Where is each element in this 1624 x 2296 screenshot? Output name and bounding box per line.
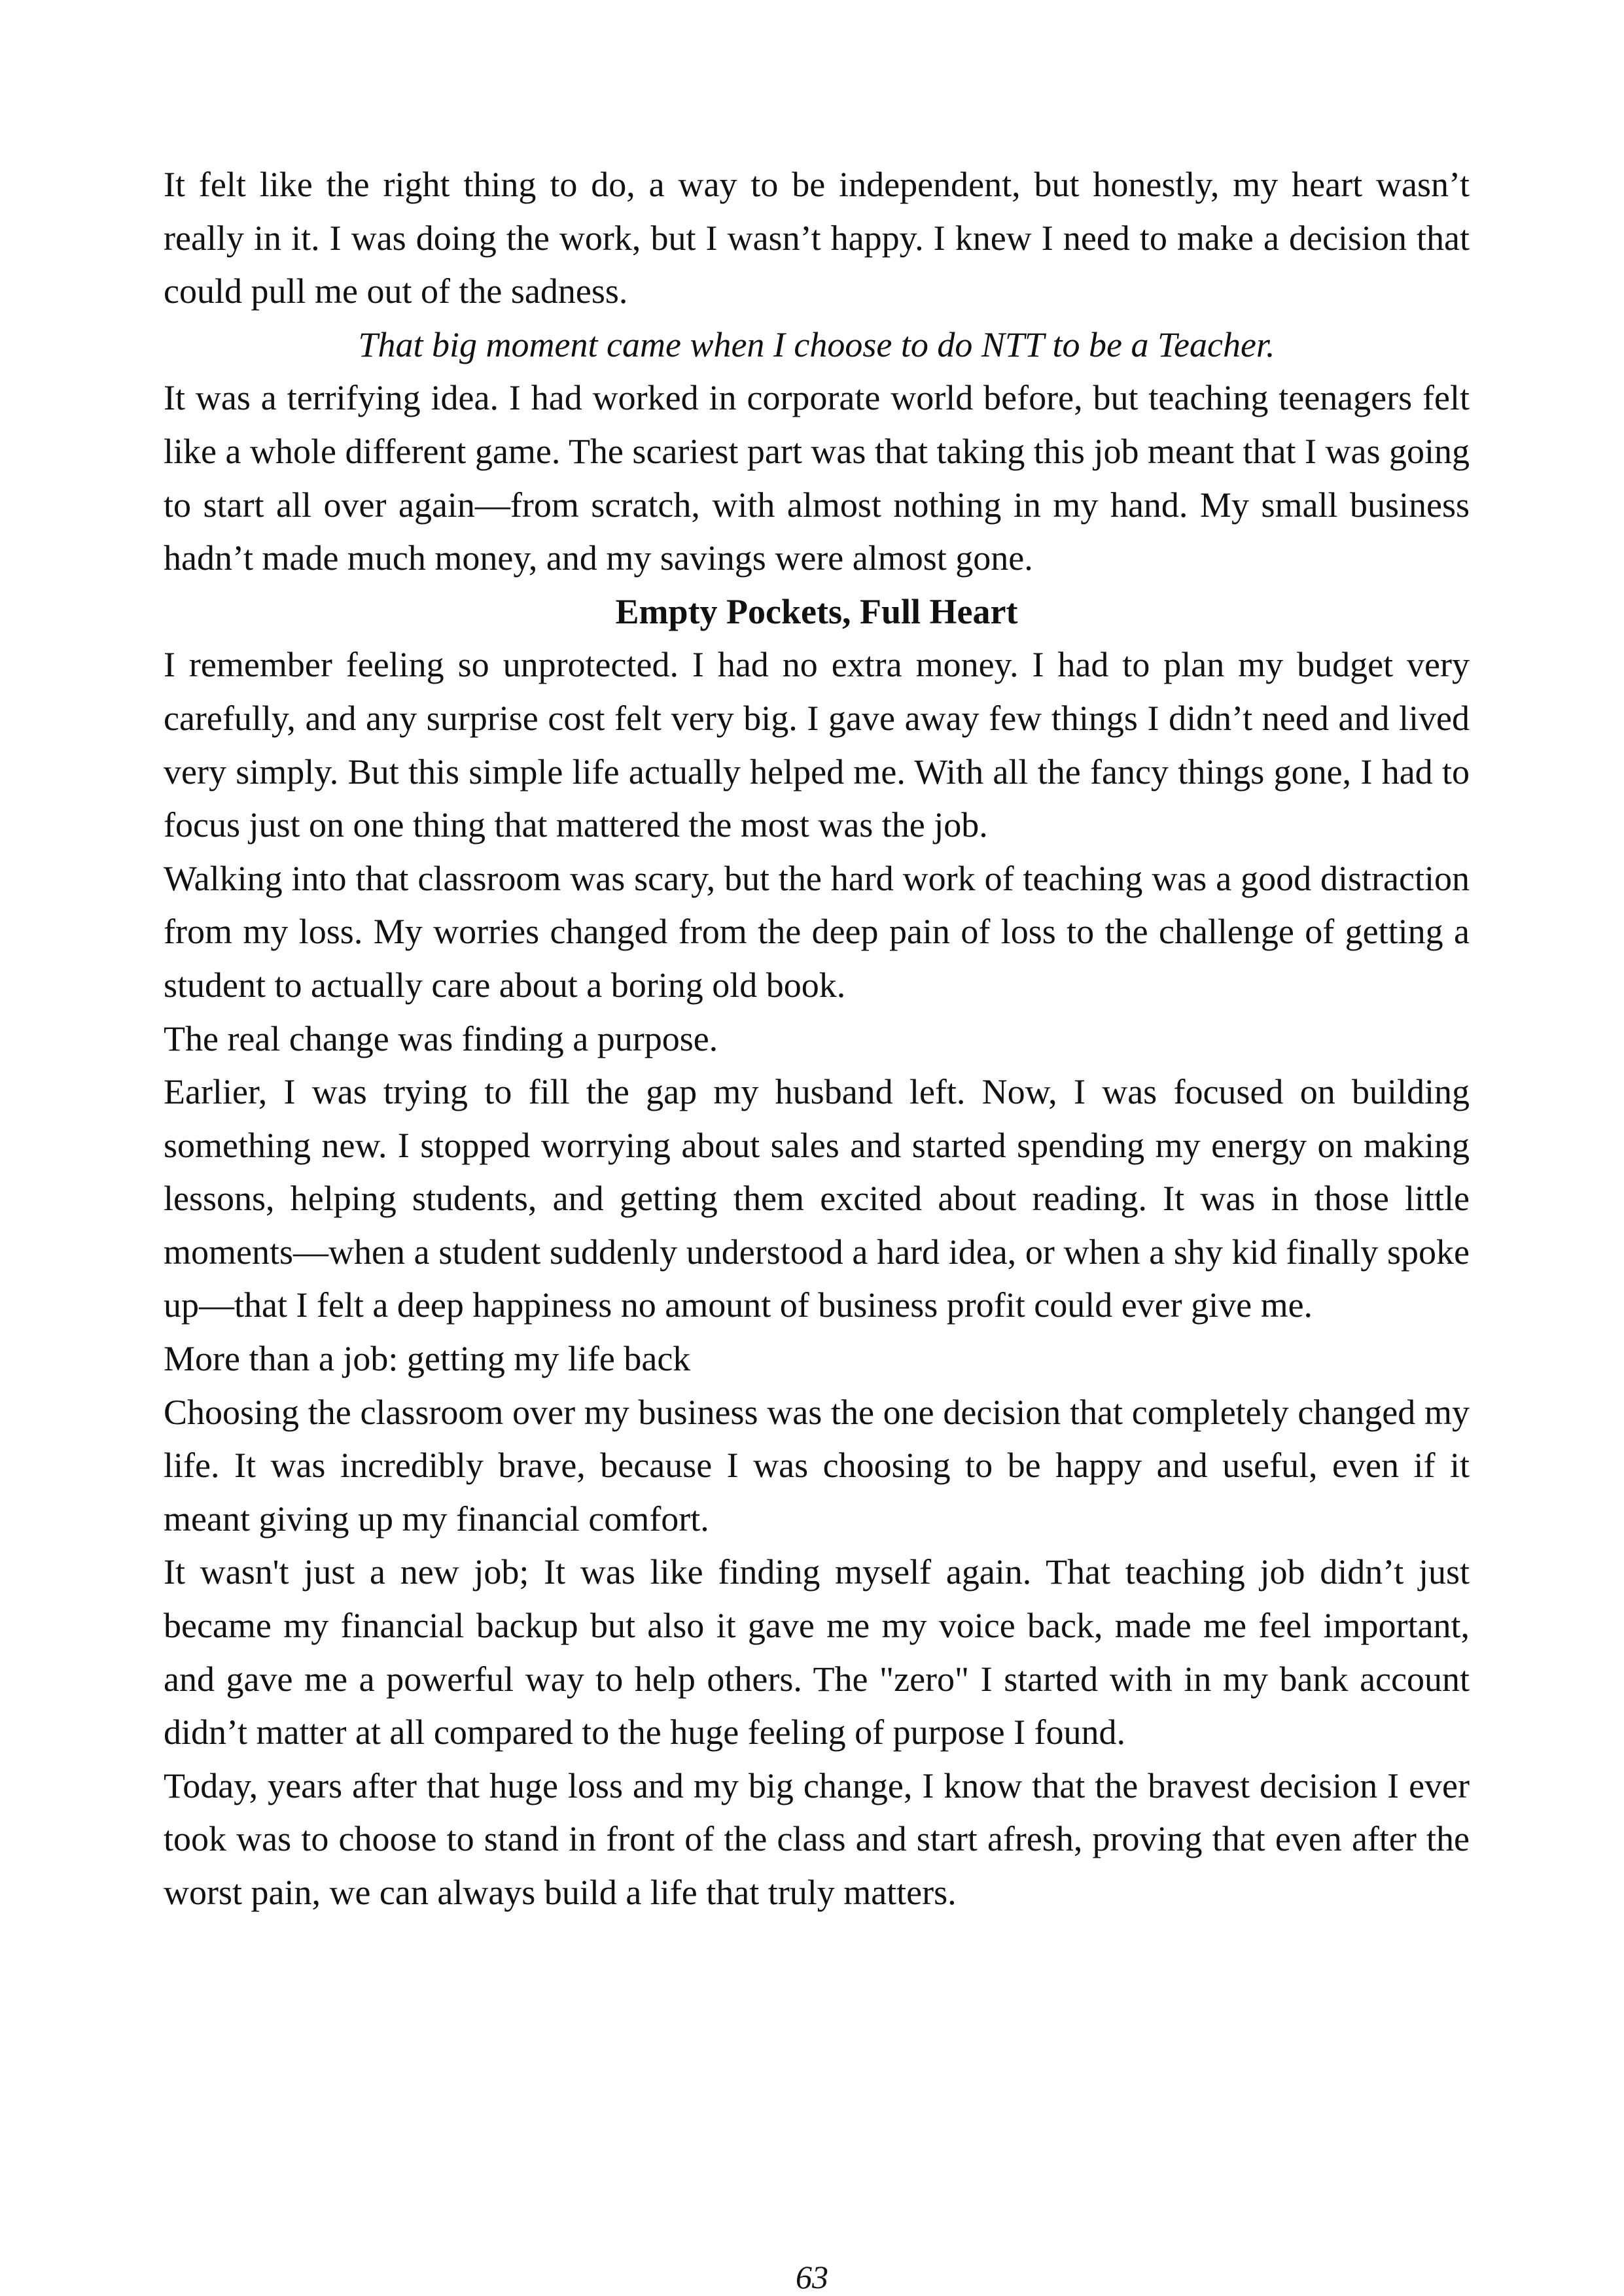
paragraph: It was a terrifying idea. I had worked in corporate world before, but teaching teenagers felt like a whole different game. The scariest part was that taking this job meant that I was going to start all over again—from scratch, with almost nothing in my hand. My small business hadn’t made much money, and my savings were almost gone.: [164, 378, 1470, 578]
paragraph: Today, years after that huge loss and my big change, I know that the bravest decision I ever took was to choose to stand in front of the class and start afresh, proving that even after the worst pain, we can always build a life that truly matters.: [164, 1765, 1470, 1912]
paragraph: It wasn't just a new job; It was like finding myself again. That teaching job didn’t just became my financial backup but also it gave me my voice back, made me feel important, and gave me a powerful way to help others. The "zero" I started with in my bank account didn’t matter at all compared to the huge feeling of purpose I found.: [164, 1552, 1470, 1752]
italic-statement: That big moment came when I choose to do NTT to be a Teacher.: [358, 324, 1275, 364]
paragraph: Earlier, I was trying to fill the gap my husband left. Now, I was focused on building something new. I stopped worrying about sales and started spending my energy on making lessons, helping students, and getting them excited about reading. It was in those little moments—when a student suddenly understood a hard idea, or when a shy kid finally spoke up—that I felt a deep happiness no amount of business profit could ever give me.: [164, 1072, 1470, 1325]
paragraph: It felt like the right thing to do, a way to be independent, but honestly, my heart wasn’t really in it. I was doing the work, but I wasn’t happy. I knew I need to make a decision that could pull me out of the sadness.: [164, 165, 1470, 311]
paragraph: I remember feeling so unprotected. I had no extra money. I had to plan my budget very carefully, and any surprise cost felt very big. I gave away few things I didn’t need and lived very simply. But this simple life actually helped me. With all the fancy things gone, I had to focus just on one thing that mattered the most was the job.: [164, 645, 1470, 845]
section-heading: Empty Pockets, Full Heart: [615, 591, 1018, 631]
page-number: 63: [796, 2259, 828, 2295]
subheading-line: More than a job: getting my life back: [164, 1339, 691, 1379]
paragraph: Choosing the classroom over my business was the one decision that completely changed my life. It was incredibly brave, because I was choosing to be happy and useful, even if it meant giving up my financial comfort.: [164, 1392, 1470, 1539]
paragraph-line: The real change was finding a purpose.: [164, 1018, 718, 1058]
page-body: [164, 158, 1470, 1920]
paragraph: Walking into that classroom was scary, but the hard work of teaching was a good distraction from my loss. My worries changed from the deep pain of loss to the challenge of getting a student to actually care about a boring old book.: [164, 858, 1470, 1005]
